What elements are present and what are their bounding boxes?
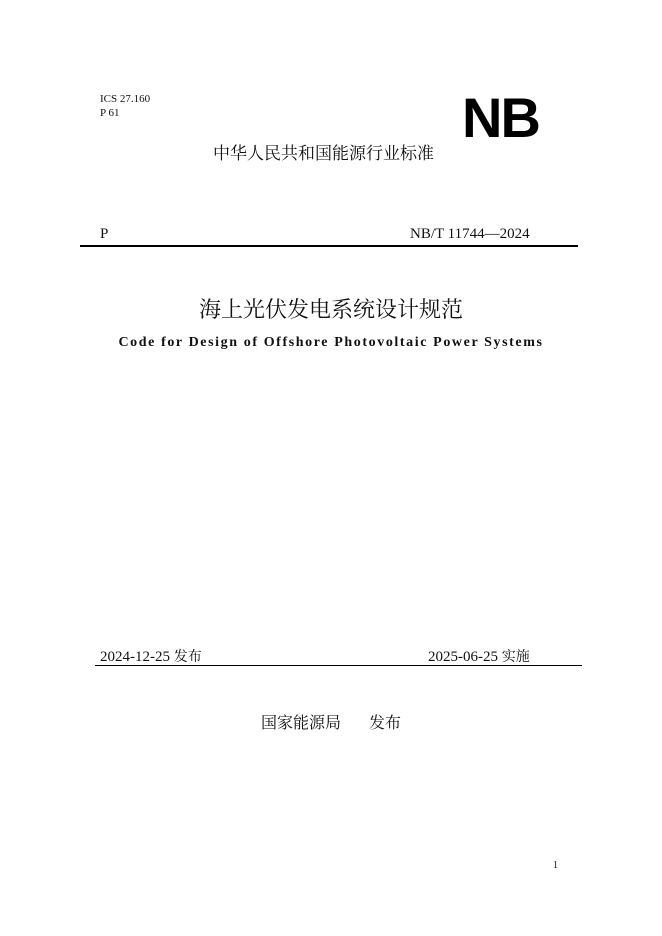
page-number: 1 <box>553 860 558 871</box>
header-divider <box>80 245 578 247</box>
issue-date-line <box>100 646 202 666</box>
implement-date-line <box>428 646 530 666</box>
document-title-english: Code for Design of Offshore Photovoltaic Power Systems <box>118 335 544 350</box>
implement-date: 2025-06-25 <box>428 649 498 665</box>
ics-code: ICS 27.160 <box>100 93 151 105</box>
industry-standard-title: 中华人民共和国能源行业标准 <box>213 144 434 164</box>
publisher-action: 发布 <box>369 713 402 732</box>
issue-label: 发布 <box>173 649 202 665</box>
ics-code-block <box>100 92 150 120</box>
classification-code: P <box>100 226 109 242</box>
nb-logo: NB <box>462 86 539 149</box>
document-title-chinese: 海上光伏发电系统设计规范 <box>198 298 463 323</box>
publisher-name: 国家能源局 <box>260 713 341 732</box>
implement-label: 实施 <box>501 649 530 665</box>
standard-number: NB/T 11744—2024 <box>410 226 530 242</box>
issue-date: 2024-12-25 <box>100 649 170 665</box>
ccs-code: P 61 <box>100 107 120 119</box>
publisher-line <box>0 710 662 733</box>
footer-divider <box>95 665 582 666</box>
